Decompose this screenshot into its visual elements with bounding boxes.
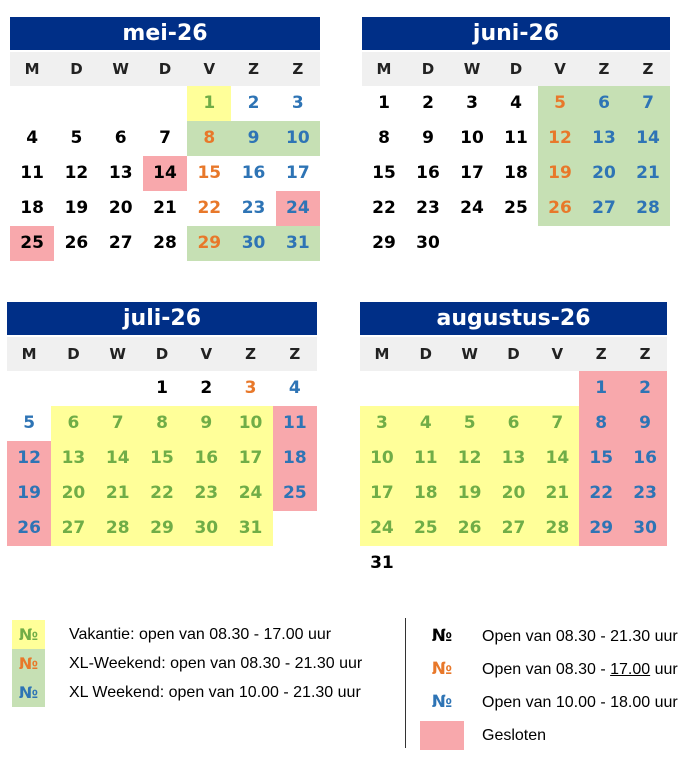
calendar-day: 20 (108, 198, 133, 218)
day-grid (10, 86, 320, 261)
weekday-label: M (24, 60, 40, 78)
calendar-day: 18 (273, 441, 317, 476)
calendar-juli (7, 302, 317, 581)
weekday-label: M (374, 345, 390, 363)
calendar-empty-cell (535, 546, 579, 581)
calendar-empty-cell (450, 226, 494, 261)
calendar-empty-cell (143, 86, 187, 121)
calendar-day: 26 (538, 191, 582, 226)
calendar-day: 19 (448, 476, 492, 511)
calendar-day: 5 (70, 128, 83, 148)
legend-label: XL-Weekend: open van 08.30 - 21.30 uur (69, 654, 363, 672)
calendar-day: 1 (579, 371, 623, 406)
calendar-day: 16 (416, 163, 440, 183)
calendar-day: 1 (156, 378, 168, 398)
calendar-day: 15 (372, 163, 396, 183)
legend-item-open-late (420, 620, 685, 653)
calendar-day: 23 (416, 198, 440, 218)
weekday-label: D (421, 60, 435, 78)
calendar-day: 24 (228, 476, 272, 511)
calendar-day: 19 (538, 156, 582, 191)
weekday-label: W (112, 60, 129, 78)
calendar-day: 21 (96, 476, 140, 511)
calendar-day: 2 (422, 93, 434, 113)
weekday-label: Z (289, 345, 301, 363)
calendar-day: 10 (460, 128, 484, 148)
calendar-empty-cell (623, 546, 667, 581)
calendar-day: 4 (288, 378, 301, 398)
calendar-empty-cell (492, 371, 536, 406)
weekday-label: W (463, 60, 481, 78)
weekday-label: Z (292, 60, 304, 78)
calendar-day: 31 (370, 553, 394, 573)
calendar-empty-cell (96, 371, 140, 406)
calendar-empty-cell (535, 371, 579, 406)
calendar-day: 31 (276, 226, 320, 261)
legend-label-pre: Open van 08.30 - (482, 660, 611, 678)
weekday-label: W (109, 345, 126, 363)
calendar-empty-cell (54, 86, 98, 121)
calendar-day: 4 (26, 128, 39, 148)
calendar-empty-cell (582, 226, 626, 261)
calendar-day: 13 (108, 163, 133, 183)
calendar-empty-cell (51, 371, 95, 406)
calendar-day: 11 (273, 406, 317, 441)
legend-symbol-black: № (431, 626, 453, 646)
calendar-day: 4 (510, 93, 522, 113)
day-grid (7, 371, 317, 581)
calendar-empty-cell (99, 86, 143, 121)
legend-divider (405, 618, 406, 748)
calendar-day: 12 (538, 121, 582, 156)
calendar-day: 27 (51, 511, 95, 546)
calendar-day: 14 (535, 441, 579, 476)
calendar-day: 22 (140, 476, 184, 511)
weekday-label: D (509, 60, 523, 78)
legend-item-open-10-18 (420, 686, 685, 719)
day-grid (360, 371, 667, 581)
weekday-label: Z (598, 60, 610, 78)
calendar-day: 25 (504, 198, 528, 218)
calendar-juni (362, 17, 670, 261)
calendar-day: 25 (10, 226, 54, 261)
calendar-day: 3 (244, 378, 257, 398)
calendar-title: mei-26 (10, 17, 320, 50)
calendar-day: 1 (378, 93, 390, 113)
weekday-label: V (203, 60, 216, 78)
calendar-day: 3 (291, 93, 304, 113)
calendar-day: 14 (143, 156, 187, 191)
calendar-day: 7 (535, 406, 579, 441)
weekday-label: Z (245, 345, 256, 363)
calendar-empty-cell (448, 546, 492, 581)
calendar-day: 21 (153, 198, 177, 218)
calendar-day: 17 (360, 476, 404, 511)
calendar-empty-cell (404, 371, 448, 406)
legend-label: Open van 08.30 - 21.30 uur (482, 627, 678, 645)
calendar-day: 30 (184, 511, 228, 546)
calendar-day: 21 (626, 156, 670, 191)
legend-label-underlined: 17.00 (610, 660, 651, 678)
calendar-day: 9 (231, 121, 275, 156)
calendar-day: 17 (228, 441, 272, 476)
calendar-day: 5 (538, 86, 582, 121)
calendar-day: 28 (535, 511, 579, 546)
weekday-header (362, 52, 670, 86)
calendar-day: 9 (623, 406, 667, 441)
calendar-day: 29 (579, 511, 623, 546)
weekday-label: Z (639, 345, 651, 363)
calendar-day: 4 (404, 406, 448, 441)
calendar-day: 27 (492, 511, 536, 546)
calendar-day: 13 (492, 441, 536, 476)
legend-item-vakantie (12, 620, 402, 649)
calendar-day: 29 (187, 226, 231, 261)
calendar-title: juni-26 (362, 17, 670, 50)
calendar-day: 10 (360, 441, 404, 476)
calendar-empty-cell (273, 511, 317, 546)
calendar-day: 5 (448, 406, 492, 441)
calendar-day: 27 (582, 191, 626, 226)
calendar-day: 3 (360, 406, 404, 441)
calendar-empty-cell (448, 371, 492, 406)
weekday-label: Z (595, 345, 607, 363)
calendar-day: 25 (273, 476, 317, 511)
calendar-day: 30 (623, 511, 667, 546)
weekday-label: V (200, 345, 213, 363)
calendar-day: 28 (626, 191, 670, 226)
calendar-day: 24 (460, 198, 484, 218)
legend-label (482, 661, 678, 679)
calendar-day: 2 (247, 93, 260, 113)
legend-swatch-vakantie: № (12, 620, 45, 649)
calendar-day: 23 (623, 476, 667, 511)
legend-label: Vakantie: open van 08.30 - 17.00 uur (69, 625, 332, 643)
calendar-day: 22 (197, 198, 222, 218)
calendar-day: 30 (231, 226, 275, 261)
legend-item-open-until-17 (420, 653, 685, 686)
calendar-empty-cell (404, 546, 448, 581)
calendar-title: juli-26 (7, 302, 317, 335)
calendar-title: augustus-26 (360, 302, 667, 335)
calendar-empty-cell (494, 226, 538, 261)
calendar-day: 28 (153, 233, 177, 253)
weekday-label: D (158, 60, 172, 78)
calendar-day: 12 (7, 441, 51, 476)
calendar-day: 20 (582, 156, 626, 191)
calendar-empty-cell (10, 86, 54, 121)
calendar-empty-cell (579, 546, 623, 581)
calendar-day: 11 (20, 163, 44, 183)
weekday-header (7, 337, 317, 371)
calendar-day: 2 (200, 378, 213, 398)
weekday-label: D (155, 345, 169, 363)
calendar-empty-cell (538, 226, 582, 261)
calendar-day: 9 (422, 128, 434, 148)
calendar-day: 6 (582, 86, 626, 121)
legend-label: XL Weekend: open van 10.00 - 21.30 uur (69, 683, 361, 701)
calendar-day: 24 (360, 511, 404, 546)
calendar-day: 15 (579, 441, 623, 476)
calendar-mei (10, 17, 320, 261)
calendar-day: 29 (140, 511, 184, 546)
calendar-day: 13 (582, 121, 626, 156)
weekday-label: Z (248, 60, 259, 78)
calendar-day: 1 (187, 86, 231, 121)
calendar-day: 16 (184, 441, 228, 476)
calendar-day: 3 (466, 93, 478, 113)
calendar-day: 25 (404, 511, 448, 546)
legend-label: Gesloten (482, 726, 547, 744)
calendar-day: 18 (404, 476, 448, 511)
calendar-day: 11 (404, 441, 448, 476)
weekday-label: D (70, 60, 83, 78)
weekday-header (360, 337, 667, 371)
legend-symbol-orange: № (431, 659, 453, 679)
weekday-label: D (67, 345, 80, 363)
calendar-day: 18 (504, 163, 528, 183)
calendar-day: 9 (184, 406, 228, 441)
calendar-day: 20 (492, 476, 536, 511)
calendar-empty-cell (492, 546, 536, 581)
calendar-day: 19 (7, 476, 51, 511)
calendar-day: 27 (108, 233, 133, 253)
legend-item-xl-weekend-early (12, 649, 402, 678)
calendar-day: 2 (623, 371, 667, 406)
weekday-label: Z (642, 60, 654, 78)
legend-label: Open van 10.00 - 18.00 uur (482, 693, 678, 711)
calendar-day: 6 (51, 406, 95, 441)
legend-symbol-blue: № (431, 692, 453, 712)
weekday-label: D (507, 345, 520, 363)
weekday-label: W (461, 345, 478, 363)
calendar-day: 26 (7, 511, 51, 546)
calendar-day: 14 (96, 441, 140, 476)
calendar-day: 11 (504, 128, 528, 148)
weekday-label: M (21, 345, 37, 363)
weekday-label: V (554, 60, 566, 78)
calendar-day: 8 (579, 406, 623, 441)
calendar-day: 7 (159, 128, 171, 148)
calendar-day: 21 (535, 476, 579, 511)
legend-swatch-xl-weekend-early: № (12, 649, 45, 678)
calendar-day: 16 (241, 163, 266, 183)
calendar-day: 23 (241, 198, 266, 218)
legend-item-xl-weekend-late (12, 678, 402, 707)
legend-hours (420, 620, 685, 752)
calendar-day: 29 (372, 233, 396, 253)
day-grid (362, 86, 670, 261)
calendar-day: 28 (96, 511, 140, 546)
calendar-day: 10 (276, 121, 320, 156)
calendar-day: 31 (228, 511, 272, 546)
calendar-day: 14 (626, 121, 670, 156)
calendar-day: 22 (372, 198, 396, 218)
legend-swatch-closed (420, 721, 464, 750)
calendar-day: 26 (448, 511, 492, 546)
calendar-day: 20 (51, 476, 95, 511)
calendar-day: 6 (114, 128, 127, 148)
calendar-day: 24 (276, 191, 320, 226)
calendar-day: 8 (140, 406, 184, 441)
calendar-augustus (360, 302, 667, 581)
calendar-empty-cell (7, 546, 51, 581)
calendar-day: 23 (184, 476, 228, 511)
calendar-day: 8 (378, 128, 390, 148)
calendar-day: 17 (460, 163, 484, 183)
weekday-label: V (551, 345, 564, 363)
calendar-day: 19 (64, 198, 89, 218)
weekday-label: D (419, 345, 432, 363)
weekday-header (10, 52, 320, 86)
legend-item-closed (420, 719, 685, 752)
calendar-day: 7 (626, 86, 670, 121)
calendar-empty-cell (7, 371, 51, 406)
calendar-day: 10 (228, 406, 272, 441)
calendar-day: 13 (51, 441, 95, 476)
calendar-day: 26 (64, 233, 89, 253)
legend-opening-types (12, 620, 402, 707)
calendar-day: 16 (623, 441, 667, 476)
weekday-label: M (376, 60, 392, 78)
calendar-day: 12 (448, 441, 492, 476)
calendar-day: 22 (579, 476, 623, 511)
calendar-day: 30 (416, 233, 440, 253)
calendar-empty-cell (360, 371, 404, 406)
legend-swatch-xl-weekend-late: № (12, 678, 45, 707)
calendar-day: 18 (20, 198, 44, 218)
calendar-day: 6 (492, 406, 536, 441)
calendar-day: 12 (64, 163, 89, 183)
calendar-day: 15 (197, 163, 222, 183)
calendar-empty-cell (626, 226, 670, 261)
calendar-day: 15 (140, 441, 184, 476)
calendar-day: 8 (187, 121, 231, 156)
legend-label-post: uur (650, 660, 678, 678)
calendar-day: 7 (96, 406, 140, 441)
calendar-day: 5 (23, 413, 36, 433)
calendar-day: 17 (286, 163, 310, 183)
